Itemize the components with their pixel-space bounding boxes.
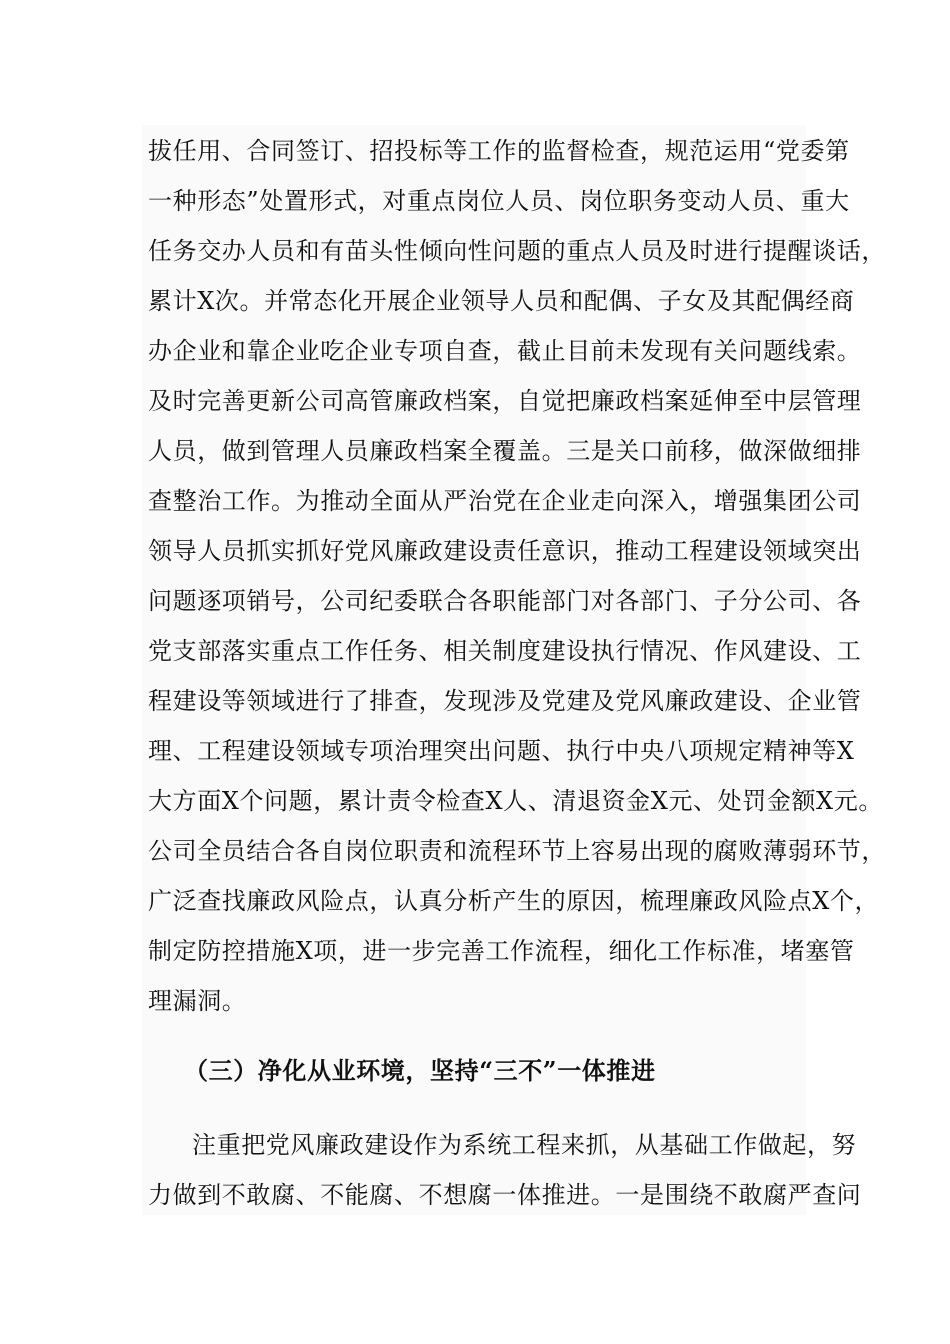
body-text-line: 制定防控措施X项，进一步完善工作流程，细化工作标准，堵塞管 (148, 937, 855, 965)
body-text-line: 累计X次。并常态化开展企业领导人员和配偶、子女及其配偶经商 (148, 287, 855, 315)
body-text-line: 力做到不敢腐、不能腐、不想腐一体推进。一是围绕不敢腐严查问 (148, 1181, 862, 1209)
body-text-line: 公司全员结合各自岗位职责和流程环节上容易出现的腐败薄弱环节， (148, 837, 886, 865)
body-text-line: 程建设等领域进行了排查，发现涉及党建及党风廉政建设、企业管 (148, 687, 862, 715)
body-text-line: 理、工程建设领域专项治理突出问题、执行中央八项规定精神等X (148, 737, 855, 765)
body-text-line: 党支部落实重点工作任务、相关制度建设执行情况、作风建设、工 (148, 637, 862, 665)
body-text-line: 领导人员抓实抓好党风廉政建设责任意识，推动工程建设领域突出 (148, 537, 862, 565)
body-text-line: 问题逐项销号，公司纪委联合各职能部门对各部门、子分公司、各 (148, 587, 862, 615)
body-text-line: 拔任用、合同签订、招投标等工作的监督检查，规范运用“党委第 (148, 137, 850, 165)
body-text-line: 一种形态”处置形式，对重点岗位人员、岗位职务变动人员、重大 (148, 187, 850, 215)
body-text-line: 查整治工作。为推动全面从严治党在企业走向深入，增强集团公司 (148, 487, 862, 515)
body-text-line: 广泛查找廉政风险点，认真分析产生的原因，梳理廉政风险点X个， (148, 887, 880, 915)
section-heading: （三）净化从业环境，坚持“三不”一体推进 (184, 1056, 656, 1085)
body-text-line: 任务交办人员和有苗头性倾向性问题的重点人员及时进行提醒谈话， (148, 237, 886, 265)
body-text-line: 及时完善更新公司高管廉政档案，自觉把廉政档案延伸至中层管理 (148, 387, 862, 415)
body-text-line: 办企业和靠企业吃企业专项自查，截止目前未发现有关问题线索。 (148, 337, 862, 365)
body-text-line: 理漏洞。 (148, 987, 247, 1015)
body-text-line: 大方面X个问题，累计责令检查X人、清退资金X元、处罚金额X元。 (148, 787, 883, 815)
body-text-line: 人员，做到管理人员廉政档案全覆盖。三是关口前移，做深做细排 (148, 437, 862, 465)
body-text-line: 注重把党风廉政建设作为系统工程来抓，从基础工作做起，努 (192, 1131, 857, 1159)
